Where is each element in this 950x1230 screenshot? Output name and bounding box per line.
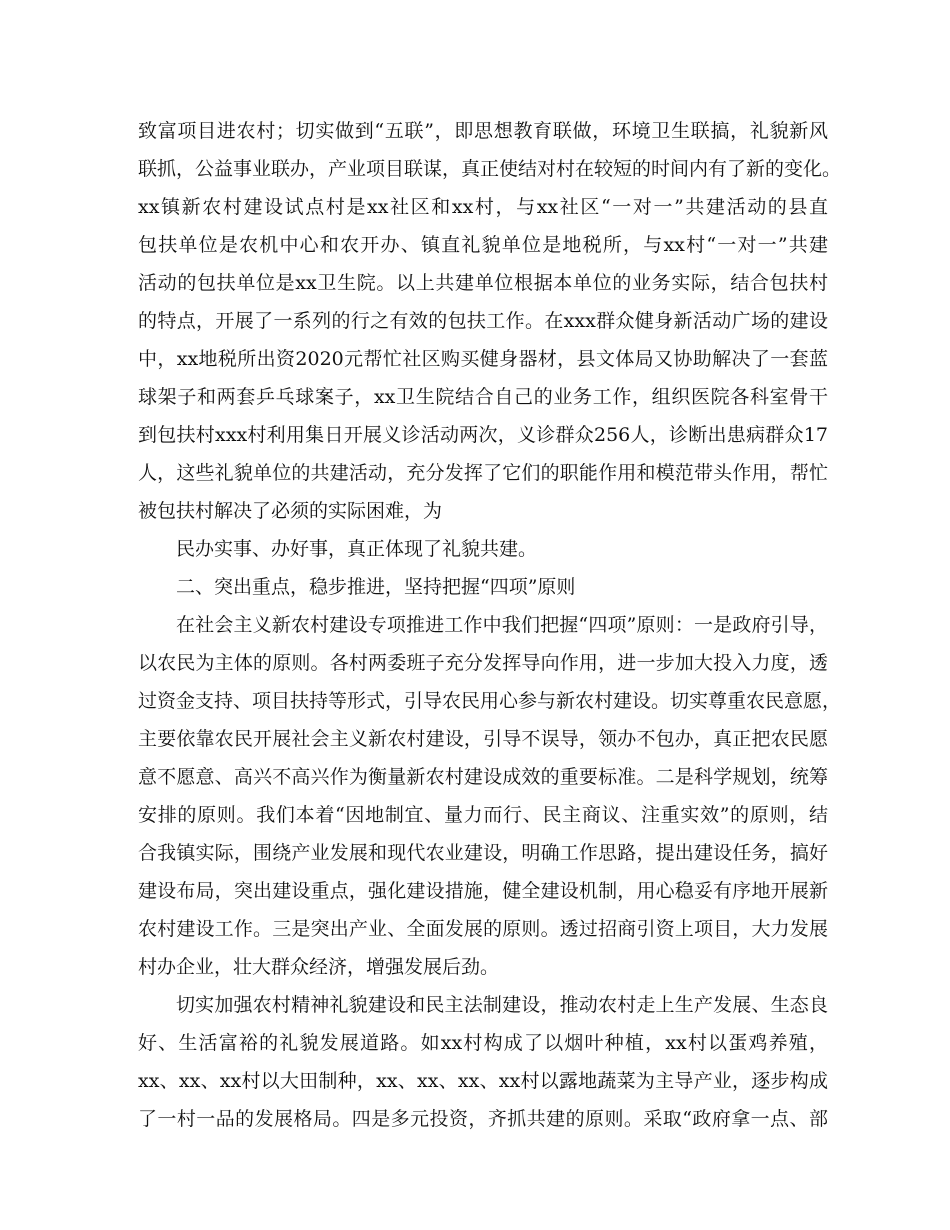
text-line: 农村建设工作。三是突出产业、全面发展的原则。透过招商引资上项目，大力发展	[138, 918, 828, 940]
text-line: 村办企业，壮大群众经济，增强发展后劲。	[138, 956, 500, 978]
text-line: 安排的原则。我们本着“因地制宜、量力而行、民主商议、注重实效”的原则，结	[138, 804, 828, 826]
body-text	[138, 112, 842, 1138]
text-line: 意不愿意、高兴不高兴作为衡量新农村建设成效的重要标准。二是科学规划，统筹	[138, 766, 828, 788]
text-line: 民办实事、办好事，真正体现了礼貌共建。	[176, 538, 538, 560]
text-line: 到包扶村xxx村利用集日开展义诊活动两次，义诊群众256人，诊断出患病群众17	[138, 424, 828, 446]
text-line: 在社会主义新农村建设专项推进工作中我们把握“四项”原则：一是政府引导，	[176, 614, 828, 636]
text-line: xx、xx、xx村以大田制种，xx、xx、xx、xx村以露地蔬菜为主导产业，逐步构成	[138, 1070, 828, 1092]
text-line: 致富项目进农村；切实做到“五联”，即思想教育联做，环境卫生联搞，礼貌新风	[138, 120, 828, 142]
text-line: 联抓，公益事业联办，产业项目联谋，真正使结对村在较短的时间内有了新的变化。	[138, 158, 842, 180]
text-line: xx镇新农村建设试点村是xx社区和xx村，与xx社区“一对一”共建活动的县直	[138, 196, 828, 218]
section-heading: 二、突出重点，稳步推进，坚持把握“四项”原则	[176, 576, 576, 598]
text-line: 人，这些礼貌单位的共建活动，充分发挥了它们的职能作用和模范带头作用，帮忙	[138, 462, 828, 484]
text-line: 以农民为主体的原则。各村两委班子充分发挥导向作用，进一步加大投入力度，透	[138, 652, 828, 674]
text-line: 切实加强农村精神礼貌建设和民主法制建设，推动农村走上生产发展、生态良	[176, 994, 828, 1016]
text-line: 了一村一品的发展格局。四是多元投资，齐抓共建的原则。采取“政府拿一点、部	[138, 1108, 828, 1130]
text-line: 建设布局，突出建设重点，强化建设措施，健全建设机制，用心稳妥有序地开展新	[138, 880, 828, 902]
text-line: 活动的包扶单位是xx卫生院。以上共建单位根据本单位的业务实际，结合包扶村	[138, 272, 828, 294]
text-line: 被包扶村解决了必须的实际困难，为	[138, 500, 443, 522]
text-line: 合我镇实际，围绕产业发展和现代农业建设，明确工作思路，提出建设任务，搞好	[138, 842, 828, 864]
text-line: 中，xx地税所出资2020元帮忙社区购买健身器材，县文体局又协助解决了一套蓝	[138, 348, 828, 370]
text-line: 主要依靠农民开展社会主义新农村建设，引导不误导，领办不包办，真正把农民愿	[138, 728, 828, 750]
text-line: 包扶单位是农机中心和农开办、镇直礼貌单位是地税所，与xx村“一对一”共建	[138, 234, 828, 256]
text-line: 球架子和两套乒乓球案子，xx卫生院结合自己的业务工作，组织医院各科室骨干	[138, 386, 828, 408]
text-line: 好、生活富裕的礼貌发展道路。如xx村构成了以烟叶种植，xx村以蛋鸡养殖，	[138, 1032, 828, 1054]
text-line: 过资金支持、项目扶持等形式，引导农民用心参与新农村建设。切实尊重农民意愿，	[138, 690, 842, 712]
text-line: 的特点，开展了一系列的行之有效的包扶工作。在xxx群众健身新活动广场的建设	[138, 310, 828, 332]
